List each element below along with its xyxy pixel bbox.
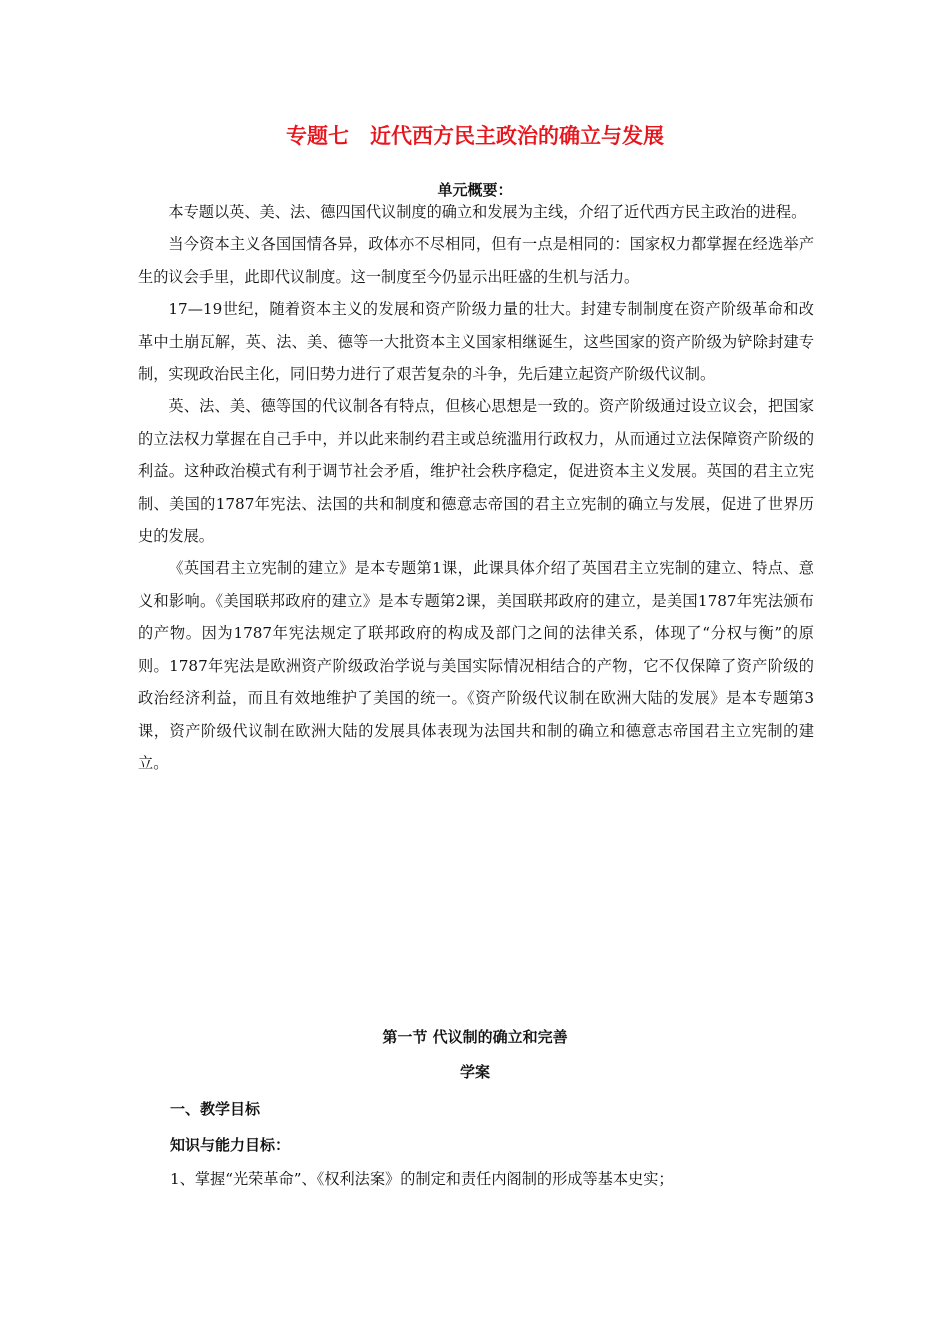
section-subtitle: 学案 xyxy=(459,1063,490,1081)
paragraph: 本专题以英、美、法、德四国代议制度的确立和发展为主线，介绍了近代西方民主政治的进程。 xyxy=(168,203,807,221)
document-title: 专题七 近代西方民主政治的确立与发展 xyxy=(286,124,664,148)
goals-heading: 一、教学目标 xyxy=(170,1100,261,1118)
overview-body xyxy=(138,196,814,779)
paragraph: 当今资本主义各国国情各异，政体亦不尽相同，但有一点是相同的：国家权力都掌握在经选举产生的议会手里，此即代议制度。这一制度至今仍显示出旺盛的生机与活力。 xyxy=(138,235,814,286)
paragraph: 《英国君主立宪制的建立》是本专题第1课，此课具体介绍了英国君主立宪制的建立、特点、意义和影响。《美国联邦政府的建立》是本专题第2课，美国联邦政府的建立，是美国1787年宪法颁布的产物。因为1787年宪法规定了联邦政府的构成及部门之间的法律关系，体现了“分权与衡”的原则。1787年宪法是欧洲资产阶级政治学说与美国实际情况相结合的产物，它不仅保障了资产阶级的政治经济利益，而且有效地维护了美国的统一。《资产阶级代议制在欧洲大陆的发展》是本专题第3课，资产阶级代议制在欧洲大陆的发展具体表现为法国共和制的确立和德意志帝国君主立宪制的建立。 xyxy=(138,559,814,772)
paragraph: 17—19世纪，随着资本主义的发展和资产阶级力量的壮大。封建专制制度在资产阶级革命和改革中土崩瓦解，英、法、美、德等一大批资本主义国家相继诞生，这些国家的资产阶级为铲除封建专制，实现政治民主化，同旧势力进行了艰苦复杂的斗争，先后建立起资产阶级代议制。 xyxy=(138,300,814,384)
overview-heading: 单元概要： xyxy=(437,181,513,199)
knowledge-heading: 知识与能力目标： xyxy=(170,1136,291,1154)
paragraph: 英、法、美、德等国的代议制各有特点，但核心思想是一致的。资产阶级通过设立议会，把国家的立法权力掌握在自己手中，并以此来制约君主或总统滥用行政权力，从而通过立法保障资产阶级的利益。这种政治模式有利于调节社会矛盾，维护社会秩序稳定，促进资本主义发展。英国的君主立宪制、美国的1787年宪法、法国的共和制度和德意志帝国的君主立宪制的确立与发展，促进了世界历史的发展。 xyxy=(138,397,814,546)
section-title: 第一节 代议制的确立和完善 xyxy=(382,1028,568,1046)
goal-item: 1、掌握“光荣革命”、《权利法案》的制定和责任内阁制的形成等基本史实； xyxy=(170,1170,674,1188)
